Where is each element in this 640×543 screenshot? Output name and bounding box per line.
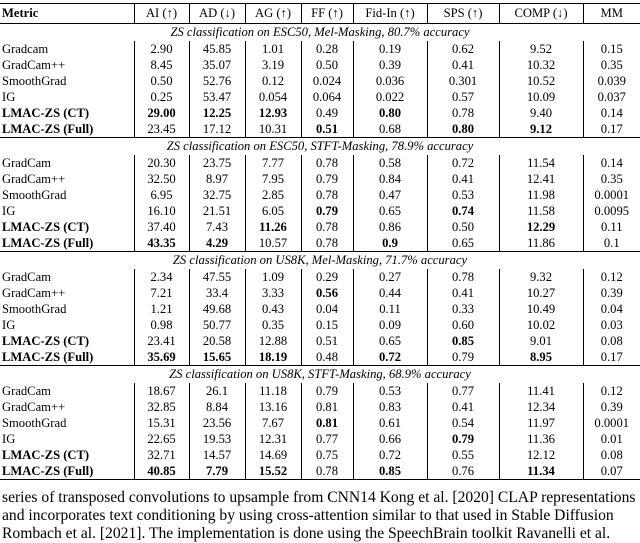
table-body	[0, 24, 640, 480]
metric-value: 7.79	[189, 463, 245, 480]
metric-value: 11.54	[499, 155, 583, 171]
metric-value: 10.02	[499, 317, 583, 333]
metric-value: 2.90	[134, 41, 189, 57]
column-header-mm: MM	[583, 4, 640, 24]
body-text	[2, 489, 640, 543]
metric-value: 3.19	[245, 57, 301, 73]
metric-value: 11.97	[499, 415, 583, 431]
metric-value: 0.78	[301, 463, 353, 480]
metric-value: 12.34	[499, 399, 583, 415]
metric-value: 0.037	[597, 89, 626, 104]
metric-value: 4.29	[189, 235, 245, 252]
metric-value: 0.60	[427, 317, 499, 333]
column-header-ad: AD (↓)	[189, 4, 245, 24]
table-row	[0, 171, 640, 187]
metric-value: 10.49	[499, 301, 583, 317]
metric-value: 0.054	[245, 89, 301, 105]
metric-value: 0.72	[427, 155, 499, 171]
metric-value: 0.0095	[594, 203, 630, 218]
metric-value: 0.53	[353, 383, 427, 399]
metric-value: 0.51	[301, 333, 353, 349]
metric-value: 15.65	[189, 349, 245, 366]
metric-value: 9.52	[499, 41, 583, 57]
metric-value: 32.50	[134, 171, 189, 187]
table-row	[0, 349, 640, 366]
metric-value: 0.08	[600, 447, 623, 462]
metric-value: 0.39	[353, 57, 427, 73]
metric-value: 1.09	[245, 269, 301, 285]
table-row	[0, 219, 640, 235]
table-row	[0, 415, 640, 431]
metric-value: 0.79	[427, 349, 499, 366]
metric-value: 1.01	[245, 41, 301, 57]
method-name: GradCam++	[0, 285, 134, 301]
metric-value: 11.98	[499, 187, 583, 203]
metric-value: 0.41	[427, 399, 499, 415]
metric-value: 15.31	[134, 415, 189, 431]
block-caption: ZS classification on ESC50, STFT-Masking, 78.9% accuracy	[0, 138, 640, 156]
method-name: LMAC-ZS (CT)	[0, 333, 134, 349]
metric-value: 10.27	[499, 285, 583, 301]
method-name: GradCam	[0, 155, 134, 171]
metric-value: 0.61	[353, 415, 427, 431]
table-row	[0, 463, 640, 480]
metric-value: 0.54	[427, 415, 499, 431]
table-row	[0, 431, 640, 447]
column-header-comp: COMP (↓)	[499, 4, 583, 24]
metric-value: 0.50	[134, 73, 189, 89]
metric-value: 0.79	[427, 431, 499, 447]
column-header-sps: SPS (↑)	[427, 4, 499, 24]
metric-value: 49.68	[189, 301, 245, 317]
metric-value: 0.51	[301, 121, 353, 138]
metric-value: 9.12	[499, 121, 583, 138]
metric-value: 10.32	[499, 57, 583, 73]
metric-value: 0.86	[353, 219, 427, 235]
caption-row	[0, 252, 640, 270]
method-name: GradCam++	[0, 399, 134, 415]
metric-value: 0.04	[301, 301, 353, 317]
metric-value: 18.19	[245, 349, 301, 366]
metric-value: 0.43	[245, 301, 301, 317]
method-name: LMAC-ZS (Full)	[0, 463, 134, 480]
metric-value: 7.77	[245, 155, 301, 171]
table-row	[0, 399, 640, 415]
table-row	[0, 285, 640, 301]
caption-row	[0, 24, 640, 42]
metric-value: 0.68	[353, 121, 427, 138]
metric-value: 0.35	[600, 171, 623, 186]
metric-value: 0.83	[353, 399, 427, 415]
metric-value: 12.12	[499, 447, 583, 463]
metric-value: 0.84	[353, 171, 427, 187]
metric-value: 0.66	[353, 431, 427, 447]
method-name: SmoothGrad	[0, 187, 134, 203]
metric-value: 0.11	[353, 301, 427, 317]
metric-value: 0.78	[301, 155, 353, 171]
column-header-fid-in: Fid-In (↑)	[353, 4, 427, 24]
metric-value: 0.78	[427, 105, 499, 121]
metric-value: 20.30	[134, 155, 189, 171]
metric-value: 0.03	[600, 317, 623, 332]
method-name: LMAC-ZS (Full)	[0, 121, 134, 138]
metric-value: 0.301	[427, 73, 499, 89]
method-name: LMAC-ZS (Full)	[0, 349, 134, 366]
caption-row	[0, 138, 640, 156]
metric-value: 0.036	[353, 73, 427, 89]
metric-value: 0.98	[134, 317, 189, 333]
metric-value: 0.0001	[594, 187, 630, 202]
metric-value: 0.85	[353, 463, 427, 480]
metric-value: 0.12	[245, 73, 301, 89]
metric-value: 0.72	[353, 447, 427, 463]
method-name: LMAC-ZS (Full)	[0, 235, 134, 252]
metric-value: 3.33	[245, 285, 301, 301]
metric-value: 0.09	[353, 317, 427, 333]
table-row	[0, 269, 640, 285]
metric-value: 16.10	[134, 203, 189, 219]
metric-value: 0.9	[353, 235, 427, 252]
table-row	[0, 73, 640, 89]
metric-value: 0.55	[427, 447, 499, 463]
method-name: GradCam	[0, 269, 134, 285]
metric-value: 0.08	[600, 333, 623, 348]
table-row	[0, 383, 640, 399]
metric-value: 0.15	[301, 317, 353, 333]
metric-value: 0.39	[600, 285, 623, 300]
table-row	[0, 155, 640, 171]
metric-value: 0.07	[583, 463, 640, 480]
table-row	[0, 301, 640, 317]
metric-value: 23.75	[189, 155, 245, 171]
block-caption: ZS classification on US8K, STFT-Masking, 68.9% accuracy	[0, 366, 640, 384]
metric-value: 0.81	[301, 399, 353, 415]
metric-value: 0.65	[353, 203, 427, 219]
metric-value: 0.57	[427, 89, 499, 105]
metric-value: 10.57	[245, 235, 301, 252]
metric-value: 0.29	[301, 269, 353, 285]
body-text-line: Rombach et al. [2021]. The implementation is done using the SpeechBrain toolkit Ravanelli et al.	[2, 525, 611, 542]
metric-value: 0.19	[353, 41, 427, 57]
metric-value: 0.28	[301, 41, 353, 57]
metric-value: 10.52	[499, 73, 583, 89]
metric-value: 12.25	[189, 105, 245, 121]
method-name: IG	[0, 431, 134, 447]
method-name: GradCam++	[0, 57, 134, 73]
metric-value: 20.58	[189, 333, 245, 349]
metric-value: 11.34	[499, 463, 583, 480]
method-name: SmoothGrad	[0, 301, 134, 317]
column-header-ag: AG (↑)	[245, 4, 301, 24]
metric-value: 0.78	[301, 235, 353, 252]
metric-value: 0.77	[301, 431, 353, 447]
metric-value: 0.35	[600, 57, 623, 72]
metric-value: 19.53	[189, 431, 245, 447]
metric-value: 0.48	[301, 349, 353, 366]
metric-value: 0.65	[427, 235, 499, 252]
metric-value: 6.95	[134, 187, 189, 203]
table-row	[0, 41, 640, 57]
metric-value: 2.34	[134, 269, 189, 285]
metric-value: 29.00	[134, 105, 189, 121]
metric-value: 0.49	[301, 105, 353, 121]
metric-value: 0.15	[600, 41, 623, 56]
metric-value: 0.50	[301, 57, 353, 73]
metric-value: 0.14	[600, 105, 623, 120]
method-name: LMAC-ZS (CT)	[0, 447, 134, 463]
metric-value: 0.78	[301, 187, 353, 203]
column-header-ff: FF (↑)	[301, 4, 353, 24]
metric-value: 2.85	[245, 187, 301, 203]
metric-value: 12.93	[245, 105, 301, 121]
metric-value: 11.58	[499, 203, 583, 219]
caption-row	[0, 366, 640, 384]
metric-value: 0.81	[301, 415, 353, 431]
metric-value: 53.47	[189, 89, 245, 105]
method-name: GradCam	[0, 383, 134, 399]
table-row	[0, 333, 640, 349]
metric-value: 0.25	[134, 89, 189, 105]
metric-value: 35.07	[189, 57, 245, 73]
metric-value: 11.86	[499, 235, 583, 252]
metric-value: 0.79	[301, 383, 353, 399]
metric-value: 47.55	[189, 269, 245, 285]
metric-value: 0.78	[301, 219, 353, 235]
method-name: IG	[0, 203, 134, 219]
metric-value: 23.41	[134, 333, 189, 349]
metric-value: 13.16	[245, 399, 301, 415]
metric-value: 14.69	[245, 447, 301, 463]
metric-value: 0.1	[603, 235, 620, 250]
metric-value: 21.51	[189, 203, 245, 219]
metric-value: 0.14	[600, 155, 623, 170]
metric-value: 0.77	[427, 383, 499, 399]
metric-value: 9.32	[499, 269, 583, 285]
metric-value: 6.05	[245, 203, 301, 219]
metric-value: 0.11	[600, 219, 623, 234]
metric-value: 11.26	[245, 219, 301, 235]
table-row	[0, 317, 640, 333]
metric-value: 37.40	[134, 219, 189, 235]
metric-value: 0.33	[427, 301, 499, 317]
table-row	[0, 187, 640, 203]
metric-value: 12.41	[499, 171, 583, 187]
metric-value: 0.50	[427, 219, 499, 235]
metric-value: 40.85	[134, 463, 189, 480]
metric-value: 0.56	[301, 285, 353, 301]
metric-value: 14.57	[189, 447, 245, 463]
metric-value: 0.62	[427, 41, 499, 57]
results-table	[0, 3, 640, 480]
metric-value: 0.04	[600, 301, 623, 316]
metric-value: 0.65	[353, 333, 427, 349]
method-name: SmoothGrad	[0, 73, 134, 89]
column-header-ai: AI (↑)	[134, 4, 189, 24]
body-text-line: series of transposed convolutions to upsample from CNN14 Kong et al. [2020] CLAP representations	[2, 489, 636, 506]
table-header-row	[0, 4, 640, 24]
metric-value: 0.74	[427, 203, 499, 219]
metric-value: 45.85	[189, 41, 245, 57]
metric-value: 0.0001	[594, 415, 630, 430]
metric-value: 0.44	[353, 285, 427, 301]
block-caption: ZS classification on US8K, Mel-Masking, 71.7% accuracy	[0, 252, 640, 270]
metric-value: 0.79	[301, 171, 353, 187]
metric-value: 0.53	[427, 187, 499, 203]
table-row	[0, 203, 640, 219]
body-text-line: and incorporates text conditioning by using cross-attention similar to that used in Stable Diffusion	[2, 507, 614, 524]
metric-value: 23.56	[189, 415, 245, 431]
metric-value: 0.79	[301, 203, 353, 219]
metric-value: 17.12	[189, 121, 245, 138]
table-row	[0, 57, 640, 73]
metric-value: 0.78	[427, 269, 499, 285]
metric-value: 0.01	[600, 431, 623, 446]
metric-value: 0.12	[600, 269, 623, 284]
method-name: IG	[0, 317, 134, 333]
method-name: GradCam++	[0, 171, 134, 187]
metric-value: 0.76	[427, 463, 499, 480]
metric-value: 0.47	[353, 187, 427, 203]
metric-value: 12.31	[245, 431, 301, 447]
metric-value: 9.40	[499, 105, 583, 121]
metric-value: 0.17	[600, 121, 623, 136]
metric-value: 0.12	[600, 383, 623, 398]
metric-value: 32.75	[189, 187, 245, 203]
metric-value: 0.41	[427, 285, 499, 301]
table-row	[0, 89, 640, 105]
method-name: Gradcam	[0, 41, 134, 57]
metric-value: 15.52	[245, 463, 301, 480]
metric-value: 0.35	[245, 317, 301, 333]
metric-value: 0.85	[427, 333, 499, 349]
metric-value: 11.36	[499, 431, 583, 447]
method-name: LMAC-ZS (CT)	[0, 105, 134, 121]
metric-value: 10.31	[245, 121, 301, 138]
metric-value: 0.41	[427, 57, 499, 73]
metric-value: 7.21	[134, 285, 189, 301]
metric-value: 0.27	[353, 269, 427, 285]
metric-value: 0.039	[597, 73, 626, 88]
metric-value: 7.95	[245, 171, 301, 187]
metric-value: 0.75	[301, 447, 353, 463]
metric-value: 23.45	[134, 121, 189, 138]
metric-value: 50.77	[189, 317, 245, 333]
metric-value: 9.01	[499, 333, 583, 349]
metric-value: 0.39	[600, 399, 623, 414]
metric-value: 8.97	[189, 171, 245, 187]
metric-value: 0.064	[301, 89, 353, 105]
table-row	[0, 235, 640, 252]
metric-value: 12.29	[499, 219, 583, 235]
metric-value: 22.65	[134, 431, 189, 447]
method-name: SmoothGrad	[0, 415, 134, 431]
metric-value: 0.80	[353, 105, 427, 121]
method-name: IG	[0, 89, 134, 105]
metric-value: 0.022	[353, 89, 427, 105]
metric-value: 12.88	[245, 333, 301, 349]
metric-value: 0.80	[427, 121, 499, 138]
metric-value: 32.71	[134, 447, 189, 463]
method-name: LMAC-ZS (CT)	[0, 219, 134, 235]
metric-value: 0.024	[301, 73, 353, 89]
metric-value: 0.17	[600, 349, 623, 364]
metric-value: 33.4	[189, 285, 245, 301]
table-row	[0, 121, 640, 138]
block-caption: ZS classification on ESC50, Mel-Masking, 80.7% accuracy	[0, 24, 640, 42]
metric-value: 7.67	[245, 415, 301, 431]
metric-value: 11.41	[499, 383, 583, 399]
metric-value: 7.43	[189, 219, 245, 235]
metric-value: 8.84	[189, 399, 245, 415]
metric-value: 11.18	[245, 383, 301, 399]
metric-value: 0.72	[353, 349, 427, 366]
column-header-metric: Metric	[0, 4, 134, 24]
metric-value: 1.21	[134, 301, 189, 317]
metric-value: 26.1	[189, 383, 245, 399]
table-row	[0, 447, 640, 463]
metric-value: 35.69	[134, 349, 189, 366]
metric-value: 10.09	[499, 89, 583, 105]
metric-value: 52.76	[189, 73, 245, 89]
metric-value: 43.35	[134, 235, 189, 252]
metric-value: 18.67	[134, 383, 189, 399]
metric-value: 8.95	[499, 349, 583, 366]
metric-value: 0.41	[427, 171, 499, 187]
metric-value: 8.45	[134, 57, 189, 73]
metric-value: 32.85	[134, 399, 189, 415]
metric-value: 0.58	[353, 155, 427, 171]
table-row	[0, 105, 640, 121]
